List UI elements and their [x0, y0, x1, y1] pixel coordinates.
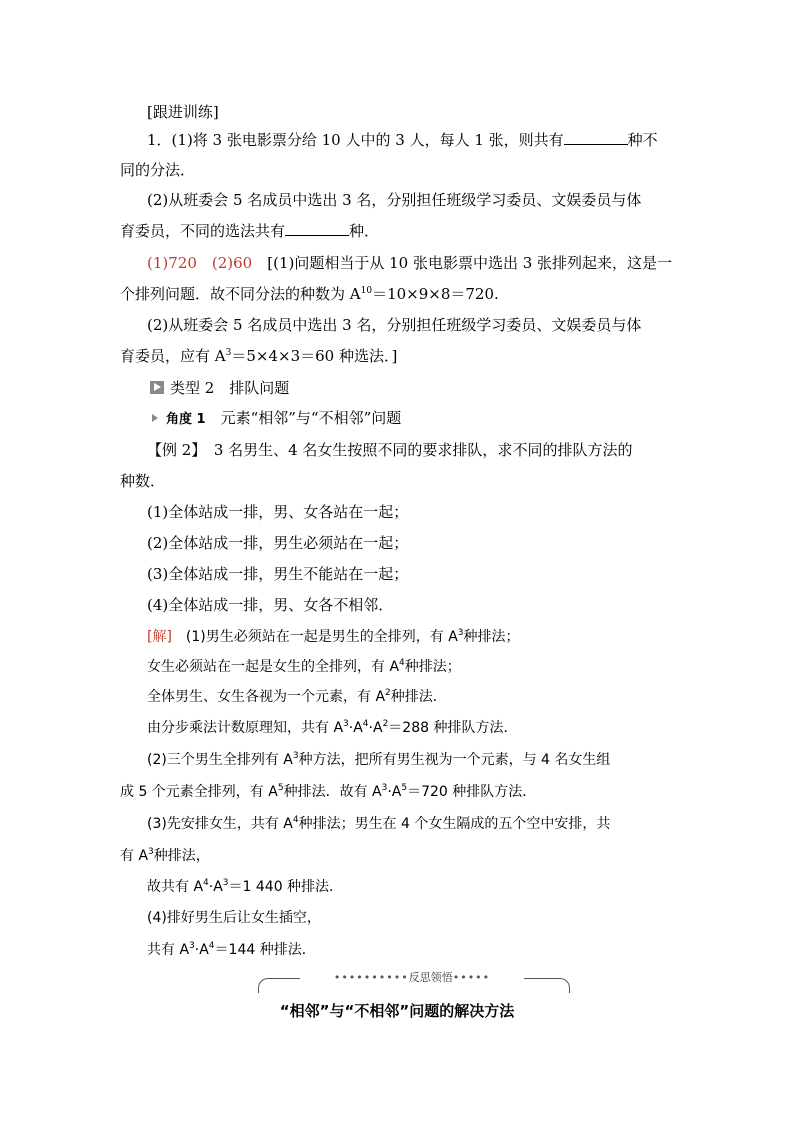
s1l1-sup: 3 [457, 628, 464, 638]
answer-line-1 [147, 253, 672, 273]
s3l1-a: (3)先安排女生，共有 A [147, 816, 293, 832]
solution-3-line-1 [147, 814, 610, 834]
solution-2-line-1 [147, 750, 610, 770]
s4l2-s2: 4 [208, 941, 215, 951]
s3l3-s1: 4 [203, 878, 209, 888]
s2l2-b: 种排法．故有 A [283, 784, 382, 800]
ans2-b: ＝10×9×8＝720. [372, 285, 499, 303]
s1l2-b: 种排法； [404, 659, 461, 675]
angle-1-heading [152, 408, 401, 430]
s4l2-m: ·A [194, 942, 209, 958]
s1l3-a: 全体男生、女生各视为一个元素，有 A [147, 689, 386, 705]
solution-1-line-4 [147, 718, 517, 738]
reflection-title: “相邻”与“不相邻”问题的解决方法 [279, 1002, 515, 1020]
s3l2-b: 种排法， [153, 848, 210, 864]
play-triangle-icon [150, 381, 164, 394]
q1-text-a: 1．(1)将 3 张电影票分给 10 人中的 3 人，每人 1 张，则共有 [147, 131, 564, 149]
example-item-3: (3)全体站成一排，男生不能站在一起； [147, 565, 409, 583]
answer-explanation-1: [(1)问题相当于从 10 张电影票中选出 3 张排列起来，这是一 [267, 254, 673, 272]
s1l4-s1: 3 [343, 719, 349, 729]
s3l2-sup: 3 [148, 847, 154, 857]
ans2-sup: 10 [360, 286, 373, 296]
reflection-label-text: 反思领悟 [408, 971, 453, 984]
s1l4-s2: 4 [362, 719, 369, 729]
question-1-line-2: 同的分法． [120, 161, 196, 179]
example-2-line-2: 种数． [120, 472, 166, 490]
ans4-a: 育委员，应有 A [120, 347, 226, 365]
s2l2-c: ＝720 种排队方法． [407, 784, 537, 800]
s1l4-s3: 2 [382, 719, 389, 729]
s2l1-b: 种方法，把所有男生视为一个元素，与 4 名女生组 [298, 752, 611, 768]
s2l2-a: 成 5 个元素全排列，有 A [120, 784, 278, 800]
ans2-a: 个排列问题．故不同分法的种数为 A [120, 285, 361, 303]
example-2-tag: 【例 2】 [147, 441, 199, 459]
s1l3-sup: 2 [385, 688, 391, 698]
s2l1-sup: 3 [292, 751, 299, 761]
q2-text-b: 种． [349, 222, 380, 240]
ans4-b: ＝5×4×3＝60 种选法．] [231, 347, 398, 365]
question-2-line-1: (2)从班委会 5 名成员中选出 3 名，分别担任班级学习委员、文娱委员与体 [147, 191, 642, 209]
dots-left: •••••••••• [333, 971, 409, 984]
small-triangle-icon [152, 414, 158, 422]
solution-3-line-3 [147, 877, 343, 897]
s1l2-a: 女生必须站在一起是女生的全排列，有 A [147, 659, 400, 675]
s2l2-s1: 3 [381, 783, 388, 793]
angle-1-text: 元素“相邻”与“不相邻”问题 [220, 409, 402, 427]
s3l1-b: 种排法；男生在 4 个女生隔成的五个空中安排，共 [298, 816, 611, 832]
example-2-text: 3 名男生、4 名女生按照不同的要求排队，求不同的排队方法的 [198, 441, 633, 459]
type-2-heading [150, 378, 289, 398]
solution-4-line-1: (4)排好男生后让女生插空， [147, 910, 321, 926]
s1l4-a: 由分步乘法计数原理知，共有 A [147, 720, 344, 736]
s4l2-a: 共有 A [147, 942, 190, 958]
example-item-1: (1)全体站成一排，男、女各站在一起； [147, 503, 409, 521]
answer-blank-1 [564, 130, 628, 145]
s1l3-b: 种排法． [390, 689, 447, 705]
s1l4-m1: ·A [348, 720, 363, 736]
s2l2-s2: 5 [401, 783, 408, 793]
question-1-line-1 [147, 130, 658, 150]
answer-line-2 [120, 284, 499, 304]
type-2-label: 类型 2 排队问题 [170, 379, 290, 397]
solution-1-line-1 [147, 627, 520, 647]
s4l2-s1: 3 [189, 941, 195, 951]
s2l1-a: (2)三个男生全排列有 A [147, 752, 293, 768]
q1-text-b: 种不 [627, 131, 658, 149]
follow-training-title: [跟进训练] [147, 103, 219, 121]
s3l3-a: 故共有 A [147, 879, 204, 895]
s1l4-m2: ·A [368, 720, 383, 736]
solution-1-line-2 [147, 657, 461, 677]
example-item-4: (4)全体站成一排，男、女各不相邻． [147, 596, 394, 614]
answer-values: (1)720 (2)60 [147, 254, 253, 272]
q2-text-a: 育委员，不同的选法共有 [120, 222, 286, 240]
ans4-sup: 3 [225, 348, 232, 358]
s3l2-a: 有 A [120, 848, 149, 864]
question-2-line-2 [120, 221, 379, 241]
s3l3-s2: 3 [222, 878, 229, 888]
solution-3-line-2 [120, 846, 210, 866]
s1l2-sup: 4 [399, 658, 405, 668]
dots-right: ••••• [452, 971, 491, 984]
s1l1-a: (1)男生必须站在一起是男生的全排列，有 A [171, 629, 458, 645]
reflection-label [300, 970, 524, 986]
s1l4-b: ＝288 种排队方法． [388, 720, 518, 736]
answer-line-3: (2)从班委会 5 名成员中选出 3 名，分别担任班级学习委员、文娱委员与体 [147, 316, 642, 334]
s4l2-b: ＝144 种排法． [214, 942, 316, 958]
solution-4-line-2 [147, 940, 316, 960]
angle-1-label: 角度 1 [166, 412, 206, 427]
s2l2-sup: 5 [277, 783, 284, 793]
s1l1-b: 种排法； [463, 629, 520, 645]
answer-blank-2 [285, 221, 349, 236]
example-2-line-1 [147, 440, 632, 460]
s3l3-m: ·A [208, 879, 223, 895]
example-item-2: (2)全体站成一排，男生必须站在一起； [147, 534, 409, 552]
solution-1-line-3 [147, 687, 447, 707]
solution-2-line-2 [120, 782, 536, 802]
s3l3-b: ＝1 440 种排法． [228, 879, 344, 895]
s3l1-sup: 4 [292, 815, 299, 825]
s2l2-m: ·A [387, 784, 402, 800]
answer-line-4 [120, 346, 397, 366]
solution-tag: [解] [147, 629, 172, 645]
